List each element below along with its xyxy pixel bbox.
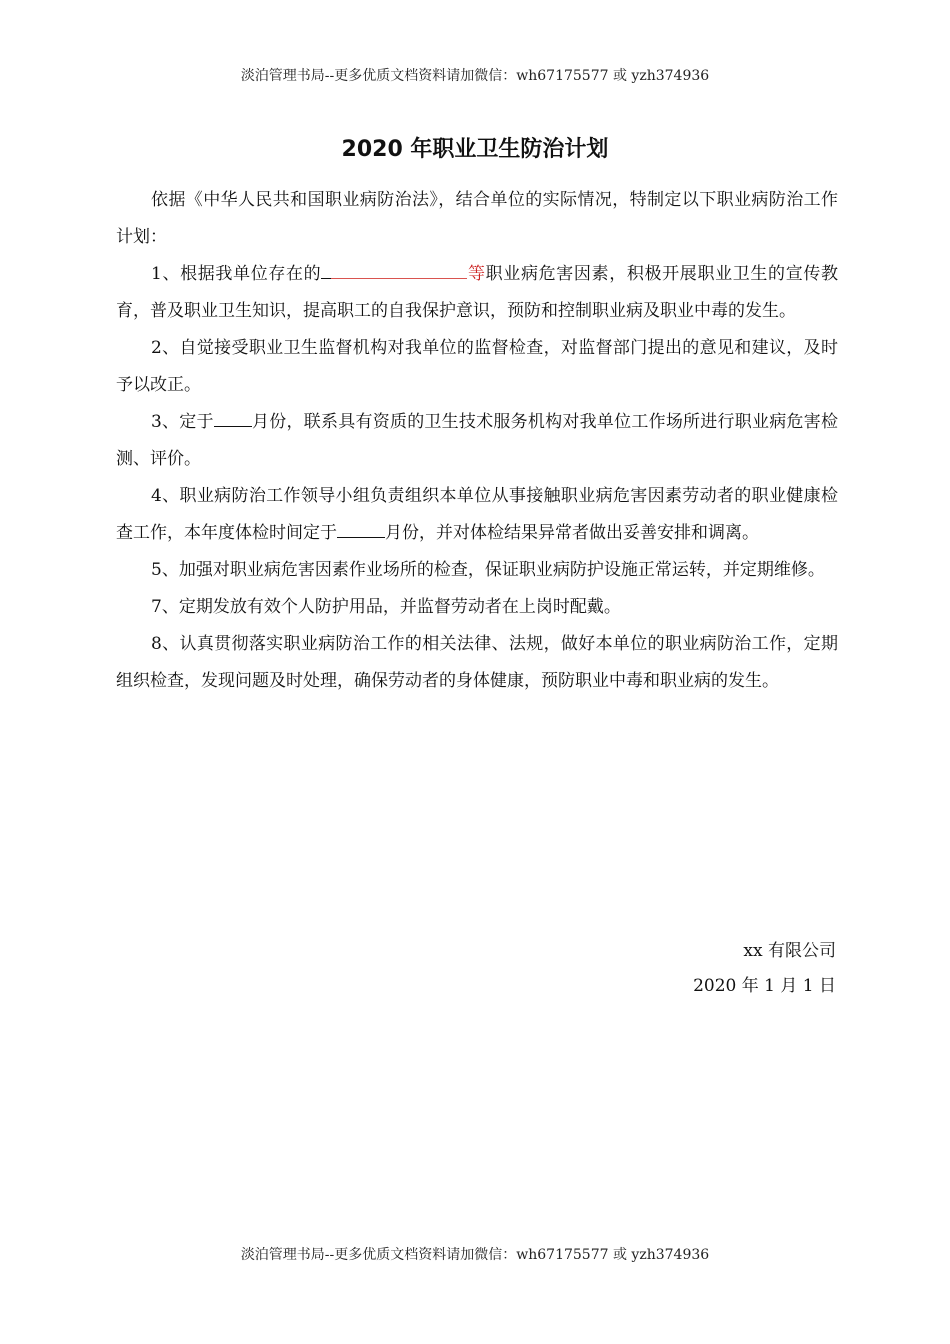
item-4-blank-field bbox=[337, 519, 385, 538]
item-1-paragraph bbox=[116, 256, 838, 330]
item-7-paragraph: 7、定期发放有效个人防护用品，并监督劳动者在上岗时配戴。 bbox=[151, 597, 621, 617]
page-header: 淡泊管理书局--更多优质文档资料请加微信：wh67175577 或 yzh374936 bbox=[240, 68, 710, 84]
signature-company: xx 有限公司 bbox=[743, 941, 836, 961]
item-4-paragraph bbox=[116, 478, 838, 552]
item-3-blank-field bbox=[214, 408, 252, 427]
document-body bbox=[116, 182, 838, 700]
item-4-text-after: 月份，并对体检结果异常者做出妥善安排和调离。 bbox=[385, 523, 759, 543]
page-footer: 淡泊管理书局--更多优质文档资料请加微信：wh67175577 或 yzh374936 bbox=[240, 1247, 710, 1263]
item-8-paragraph: 8、认真贯彻落实职业病防治工作的相关法律、法规，做好本单位的职业病防治工作，定期组织检查，发现问题及时处理，确保劳动者的身体健康，预防职业中毒和职业病的发生。 bbox=[116, 634, 838, 691]
document-title: 2020 年职业卫生防治计划 bbox=[341, 137, 609, 162]
item-1-text-before: 1、根据我单位存在的 bbox=[151, 264, 322, 284]
item-4-text-before: 4、职业病防治工作领导小组负责组织本单位从事接触职业病危害因素劳动者的职业健康检查工作，本年度体检时间定于 bbox=[116, 486, 838, 543]
item-3-text-after: 月份，联系具有资质的卫生技术服务机构对我单位工作场所进行职业病危害检测、评价。 bbox=[116, 412, 838, 469]
item-3-text-before: 3、定于 bbox=[151, 412, 214, 432]
intro-paragraph: 依据《中华人民共和国职业病防治法》，结合单位的实际情况，特制定以下职业病防治工作计划： bbox=[116, 190, 838, 247]
item-1-blank-short bbox=[321, 260, 331, 279]
item-2-paragraph: 2、自觉接受职业卫生监督机构对我单位的监督检查，对监督部门提出的意见和建议，及时予以改正。 bbox=[116, 338, 838, 395]
item-1-red-text: 等 bbox=[467, 264, 486, 284]
signature-date: 2020 年 1 月 1 日 bbox=[693, 976, 836, 996]
item-1-text-after: 职业病危害因素，积极开展职业卫生的宣传教育，普及职业卫生知识，提高职工的自我保护意识，预防和控制职业病及职业中毒的发生。 bbox=[116, 264, 839, 321]
item-3-paragraph bbox=[116, 404, 838, 478]
item-5-paragraph: 5、加强对职业病危害因素作业场所的检查，保证职业病防护设施正常运转，并定期维修。 bbox=[151, 560, 825, 580]
item-1-blank-field bbox=[331, 260, 467, 279]
